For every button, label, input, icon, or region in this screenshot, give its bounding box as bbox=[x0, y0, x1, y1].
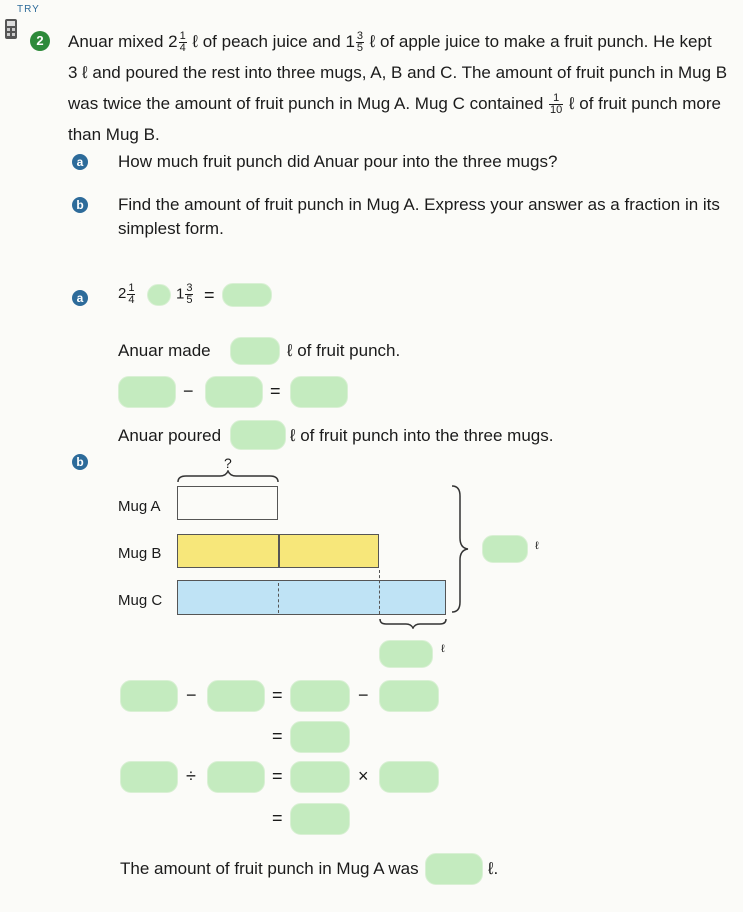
fraction-apple-whole: 1 bbox=[345, 32, 355, 51]
question-line-3b: ℓ of fruit punch more bbox=[569, 94, 721, 113]
question-number-badge: 2 bbox=[30, 31, 50, 51]
calculator-icon bbox=[4, 18, 18, 40]
work-1-box-1[interactable] bbox=[120, 680, 178, 712]
poured-answer-box[interactable] bbox=[230, 420, 286, 450]
fraction-peach bbox=[168, 30, 192, 55]
question-line-1 bbox=[68, 26, 733, 57]
sol-a-den-2: 5 bbox=[186, 294, 193, 306]
work-1-box-3[interactable] bbox=[290, 680, 350, 712]
part-b-badge: b bbox=[72, 197, 88, 213]
mug-c-dash-2 bbox=[379, 570, 380, 614]
question-part-2: ℓ of peach juice and bbox=[192, 32, 341, 51]
work-2-equals: = bbox=[272, 726, 283, 746]
question-part-1: Anuar mixed bbox=[68, 32, 164, 51]
work-1-box-4[interactable] bbox=[379, 680, 439, 712]
subtract-result-box[interactable] bbox=[290, 376, 348, 408]
work-3-divide: ÷ bbox=[186, 766, 196, 786]
part-a-badge: a bbox=[72, 154, 88, 170]
work-1-equals: = bbox=[272, 685, 283, 705]
extra-amount-unit: ℓ bbox=[441, 643, 445, 655]
sol-a-num-1: 1 bbox=[128, 282, 135, 294]
final-answer-box[interactable] bbox=[425, 853, 483, 885]
work-4-equals: = bbox=[272, 808, 283, 828]
fraction-peach-whole: 2 bbox=[168, 32, 178, 51]
subtract-box-1[interactable] bbox=[118, 376, 176, 408]
work-3-box-3[interactable] bbox=[290, 761, 350, 793]
sol-a-den-1: 4 bbox=[128, 294, 135, 306]
question-line-3 bbox=[68, 88, 733, 119]
work-2-box[interactable] bbox=[290, 721, 350, 753]
question-line-3a: was twice the amount of fruit punch in Mug A. Mug C contained bbox=[68, 94, 544, 113]
fraction-apple-den: 5 bbox=[356, 42, 364, 55]
total-brace bbox=[448, 484, 470, 614]
fraction-apple-num: 3 bbox=[356, 30, 364, 43]
total-volume-unit: ℓ bbox=[535, 540, 539, 552]
part-a-text: How much fruit punch did Anuar pour into the three mugs? bbox=[118, 152, 558, 171]
operator-answer-box[interactable] bbox=[147, 284, 171, 306]
work-3-times: × bbox=[358, 766, 369, 786]
final-answer-pre: The amount of fruit punch in Mug A was bbox=[120, 859, 419, 878]
mug-c-dash-1 bbox=[278, 583, 279, 613]
part-b-text-line-2: simplest form. bbox=[118, 219, 224, 238]
fraction-more-den: 10 bbox=[550, 104, 563, 117]
mug-b-label: Mug B bbox=[118, 545, 162, 562]
made-text-post: ℓ of fruit punch. bbox=[287, 341, 401, 360]
question-line-4: than Mug B. bbox=[68, 125, 160, 144]
part-b-text-line-1: Find the amount of fruit punch in Mug A. Express your answer as a fraction in its bbox=[118, 195, 720, 214]
work-4-box[interactable] bbox=[290, 803, 350, 835]
sol-a-equals: = bbox=[204, 285, 215, 305]
mug-b-divider bbox=[278, 534, 280, 568]
final-answer-post: ℓ. bbox=[488, 859, 499, 878]
mug-a-label: Mug A bbox=[118, 498, 161, 515]
sol-a-whole-1: 2 bbox=[118, 285, 127, 303]
mug-c-extra-brace bbox=[378, 617, 448, 629]
fraction-peach-num: 1 bbox=[179, 30, 186, 43]
made-text-pre: Anuar made bbox=[118, 341, 211, 360]
work-3-box-1[interactable] bbox=[120, 761, 178, 793]
fraction-more-num: 1 bbox=[549, 93, 563, 105]
try-label: TRY bbox=[17, 4, 40, 15]
fraction-apple bbox=[345, 30, 369, 55]
poured-text-post: ℓ of fruit punch into the three mugs. bbox=[290, 426, 554, 445]
fraction-peach-den: 4 bbox=[179, 42, 186, 55]
poured-text-pre: Anuar poured bbox=[118, 426, 222, 445]
work-3-equals: = bbox=[272, 766, 283, 786]
solution-a-badge: a bbox=[72, 290, 88, 306]
mug-c-bar bbox=[177, 580, 446, 615]
sol-a-whole-2: 1 bbox=[176, 285, 185, 303]
sol-a-fraction-2 bbox=[176, 283, 194, 306]
total-answer-box[interactable] bbox=[222, 283, 272, 307]
sol-a-num-2: 3 bbox=[186, 282, 193, 294]
solution-b-badge: b bbox=[72, 454, 88, 470]
extra-amount-box[interactable] bbox=[379, 640, 433, 668]
question-text bbox=[68, 26, 733, 150]
mug-c-label: Mug C bbox=[118, 592, 163, 609]
mug-a-bar bbox=[177, 486, 278, 520]
work-1-minus-2: − bbox=[358, 685, 369, 705]
question-part-3: ℓ of apple juice to make a fruit punch. He kept bbox=[369, 32, 712, 51]
made-answer-box[interactable] bbox=[230, 337, 280, 365]
question-mark-label: ? bbox=[224, 455, 232, 471]
work-1-minus-1: − bbox=[186, 685, 197, 705]
question-line-2: 3 ℓ and poured the rest into three mugs, A, B and C. The amount of fruit punch in Mug B bbox=[68, 63, 728, 82]
solution-a-expression bbox=[118, 283, 136, 306]
total-volume-box[interactable] bbox=[482, 535, 528, 563]
mug-a-brace bbox=[176, 470, 280, 484]
work-3-box-2[interactable] bbox=[207, 761, 265, 793]
work-1-box-2[interactable] bbox=[207, 680, 265, 712]
sol-a-minus: − bbox=[183, 381, 194, 401]
work-3-box-4[interactable] bbox=[379, 761, 439, 793]
sol-a-fraction-1 bbox=[118, 282, 136, 306]
subtract-box-2[interactable] bbox=[205, 376, 263, 408]
sol-a-equals-2: = bbox=[270, 381, 281, 401]
